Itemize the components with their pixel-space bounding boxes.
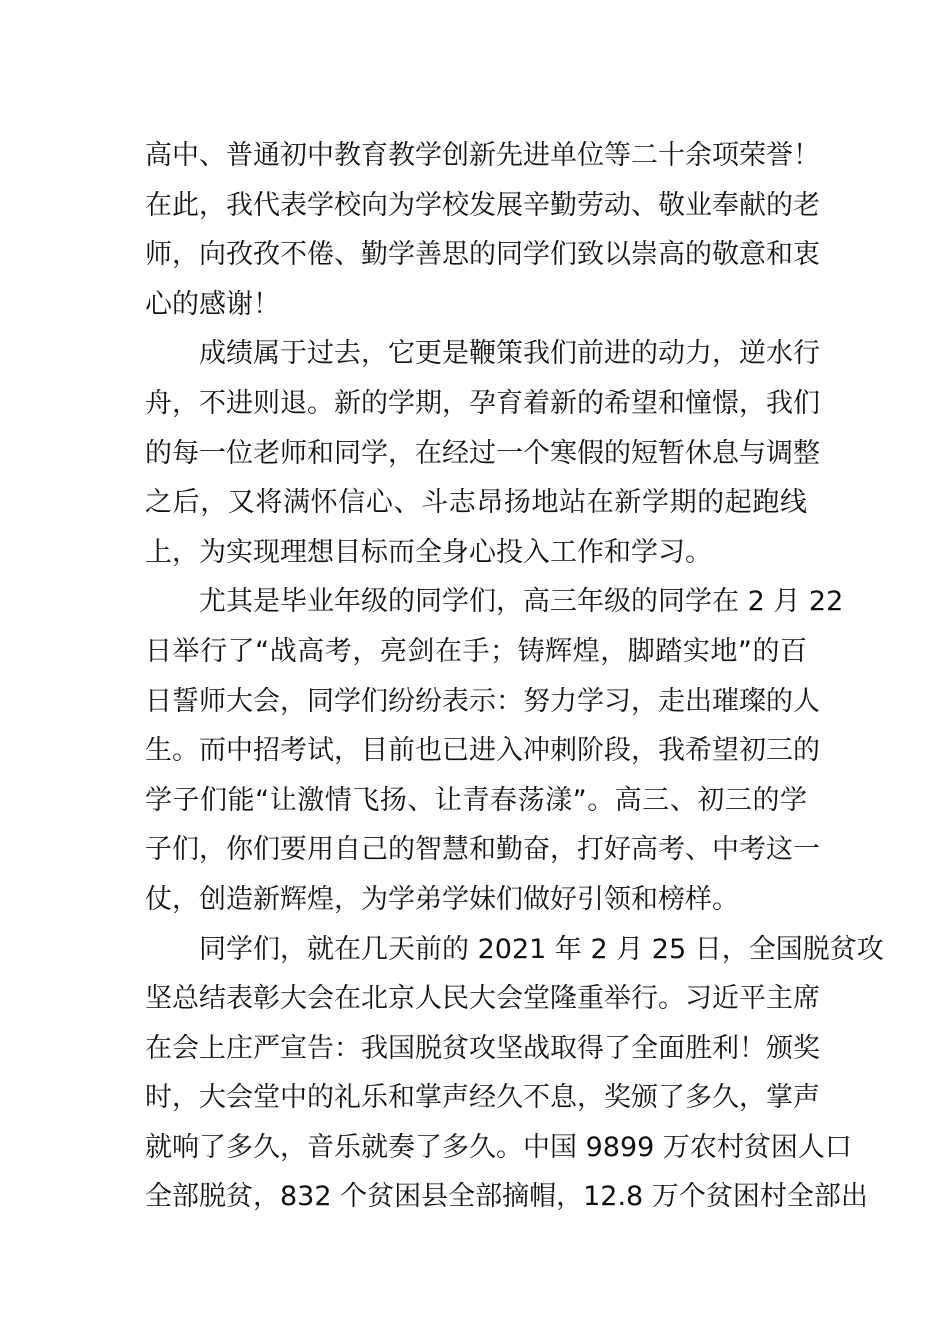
body-text (145, 131, 884, 1222)
text-line: 高中、普通初中教育教学创新先进单位等二十余项荣誉！ (145, 140, 820, 171)
text-line: 舟，不进则退。新的学期，孕育着新的希望和憧憬，我们 (145, 387, 820, 419)
text-line: 在会上庄严宣告：我国脱贫攻坚战取得了全面胜利！颁奖 (145, 1032, 820, 1064)
text-line: 时，大会堂中的礼乐和掌声经久不息，奖颁了多久，掌声 (145, 1082, 820, 1114)
text-line: 仗，创造新辉煌，为学弟学妹们做好引领和榜样。 (145, 883, 739, 915)
text-line: 就响了多久，音乐就奏了多久。中国 9899 万农村贫困人口 (145, 1131, 852, 1163)
paragraph-first-line: 尤其是毕业年级的同学们，高三年级的同学在 2 月 22 (199, 586, 844, 618)
text-line: 子们，你们要用自己的智慧和勤奋，打好高考、中考这一 (145, 834, 820, 866)
text-line: 日举行了“战高考，亮剑在手；铸辉煌，脚踏实地”的百 (145, 635, 807, 667)
text-line: 日誓师大会，同学们纷纷表示：努力学习，走出璀璨的人 (145, 685, 820, 717)
text-line: 之后，又将满怀信心、斗志昂扬地站在新学期的起跑线 (145, 487, 807, 519)
text-line: 全部脱贫，832 个贫困县全部摘帽，12.8 万个贫困村全部出 (145, 1181, 868, 1213)
text-line: 坚总结表彰大会在北京人民大会堂隆重举行。习近平主席 (145, 983, 820, 1015)
text-line: 上，为实现理想目标而全身心投入工作和学习。 (145, 536, 712, 568)
text-line: 的每一位老师和同学，在经过一个寒假的短暂休息与调整 (145, 437, 820, 469)
text-line: 心的感谢！ (145, 288, 280, 320)
text-line: 生。而中招考试，目前也已进入冲刺阶段，我希望初三的 (145, 735, 820, 767)
paragraph-first-line: 同学们，就在几天前的 2021 年 2 月 25 日，全国脱贫攻 (199, 933, 884, 965)
paragraph-first-line: 成绩属于过去，它更是鞭策我们前进的动力，逆水行 (199, 338, 820, 370)
text-line: 学子们能“让激情飞扬、让青春荡漾”。高三、初三的学 (145, 784, 807, 816)
text-line: 师，向孜孜不倦、勤学善思的同学们致以崇高的敬意和衷 (145, 239, 820, 271)
text-line: 在此，我代表学校向为学校发展辛勤劳动、敬业奉献的老 (145, 189, 820, 221)
